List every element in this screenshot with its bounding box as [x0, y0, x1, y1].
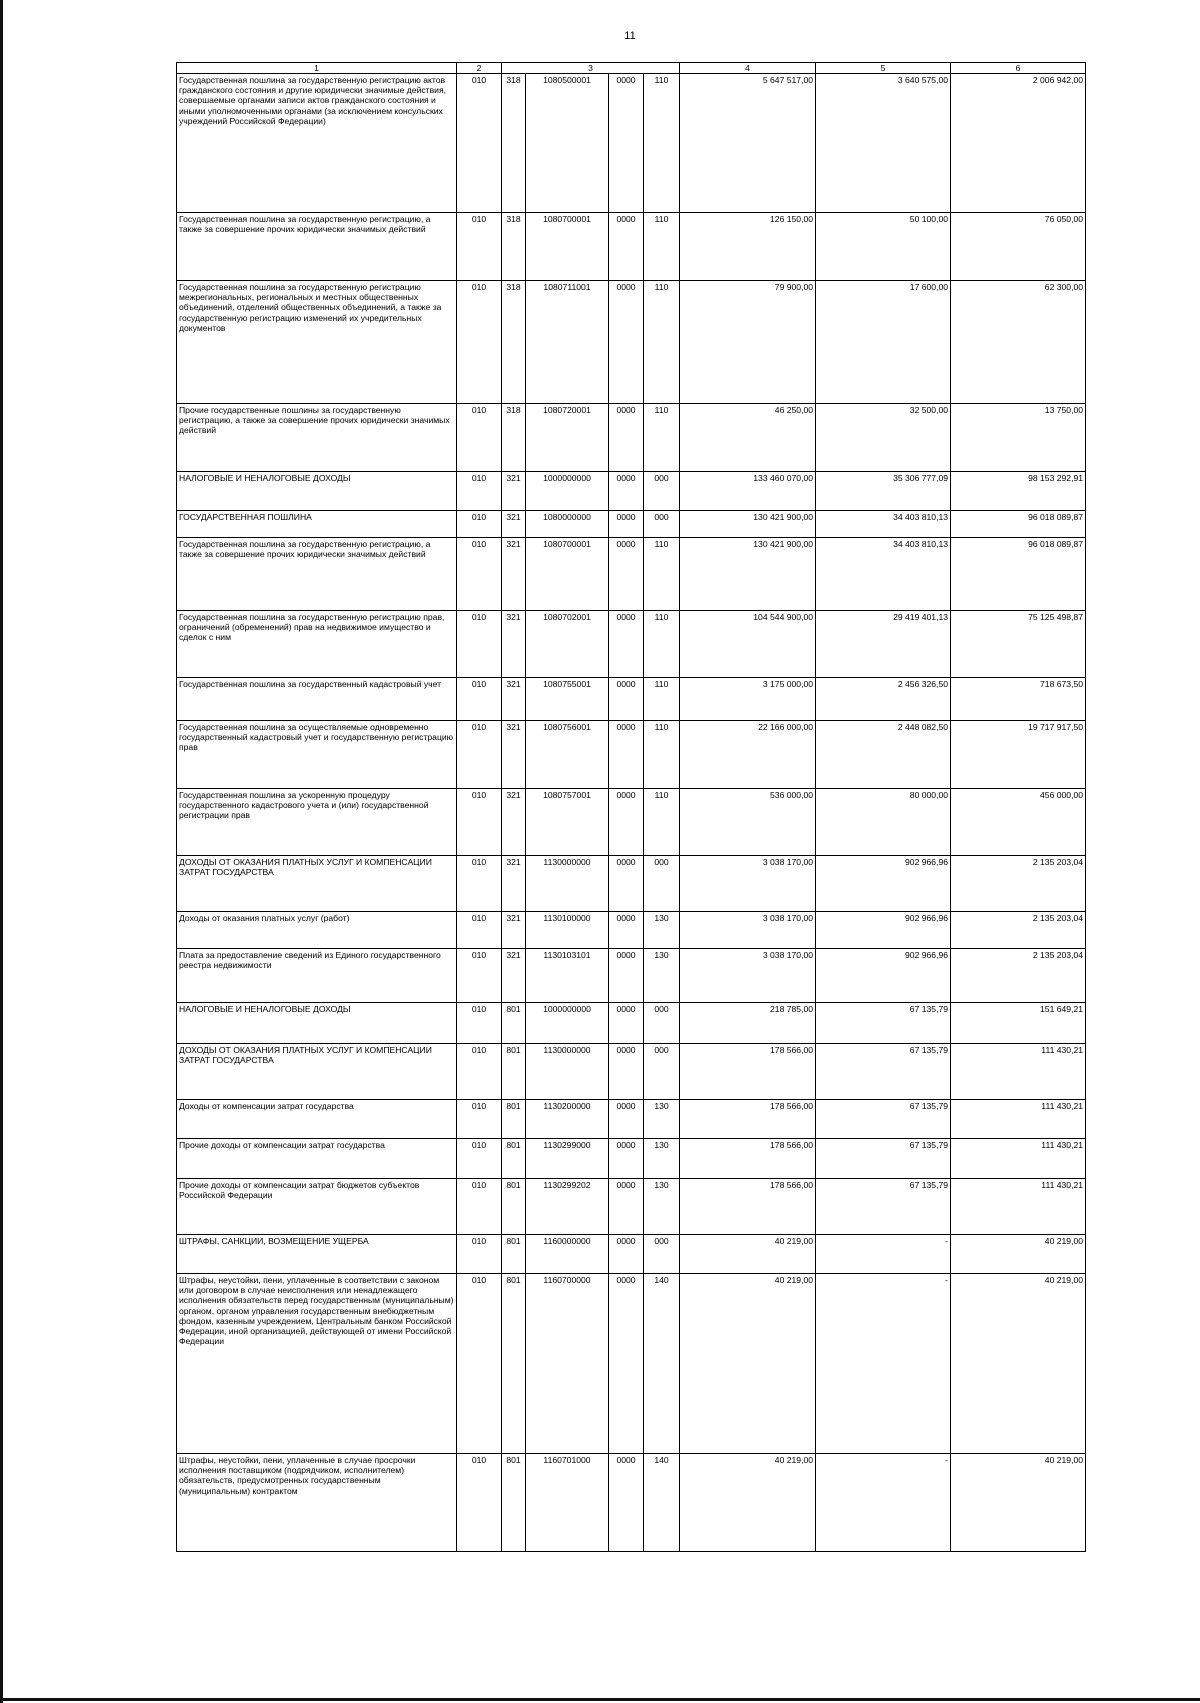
row-kosgu: 130	[644, 1139, 680, 1179]
row-admin: 010	[457, 1179, 502, 1235]
row-remaining: 151 649,21	[951, 1003, 1086, 1044]
row-sub: 0000	[609, 1044, 644, 1100]
row-name: Государственная пошлина за государственную регистрацию межрегиональных, региональных и местных общественных объединений, отделений общественных объединений, а также за государственную регистрацию изменений их учредительных документов	[177, 281, 457, 404]
row-code: 321	[502, 511, 526, 538]
row-kosgu: 110	[644, 213, 680, 281]
row-admin: 010	[457, 678, 502, 721]
row-admin: 010	[457, 1100, 502, 1139]
row-kbk: 1080702001	[526, 611, 609, 678]
table-row	[177, 678, 1086, 721]
row-actual: 67 135,79	[816, 1139, 951, 1179]
row-plan: 130 421 900,00	[680, 538, 816, 611]
row-plan: 218 785,00	[680, 1003, 816, 1044]
row-kbk: 1080757001	[526, 789, 609, 856]
row-remaining: 96 018 089,87	[951, 538, 1086, 611]
row-remaining: 75 125 498,87	[951, 611, 1086, 678]
row-code: 318	[502, 281, 526, 404]
table-row	[177, 74, 1086, 213]
row-sub: 0000	[609, 1179, 644, 1235]
row-kbk: 1130100000	[526, 912, 609, 949]
row-sub: 0000	[609, 538, 644, 611]
row-name: Государственная пошлина за государственный кадастровый учет	[177, 678, 457, 721]
row-actual: 32 500,00	[816, 404, 951, 472]
row-kosgu: 140	[644, 1274, 680, 1454]
row-name: Государственная пошлина за осуществляемые одновременно государственный кадастровый учет и государственную регистрацию прав	[177, 721, 457, 789]
row-remaining: 62 300,00	[951, 281, 1086, 404]
row-actual: 902 966,96	[816, 856, 951, 912]
row-name: ДОХОДЫ ОТ ОКАЗАНИЯ ПЛАТНЫХ УСЛУГ И КОМПЕНСАЦИИ ЗАТРАТ ГОСУДАРСТВА	[177, 856, 457, 912]
row-remaining: 2 006 942,00	[951, 74, 1086, 213]
row-actual: 34 403 810,13	[816, 511, 951, 538]
row-actual: 67 135,79	[816, 1003, 951, 1044]
row-sub: 0000	[609, 1235, 644, 1274]
row-code: 801	[502, 1179, 526, 1235]
row-admin: 010	[457, 511, 502, 538]
row-kosgu: 110	[644, 611, 680, 678]
row-kbk: 1080500001	[526, 74, 609, 213]
row-kosgu: 110	[644, 721, 680, 789]
row-admin: 010	[457, 1235, 502, 1274]
row-code: 801	[502, 1044, 526, 1100]
row-sub: 0000	[609, 611, 644, 678]
row-plan: 178 566,00	[680, 1179, 816, 1235]
row-plan: 46 250,00	[680, 404, 816, 472]
header-col-1: 1	[177, 63, 457, 74]
row-admin: 010	[457, 856, 502, 912]
table-row	[177, 1179, 1086, 1235]
row-admin: 010	[457, 721, 502, 789]
row-sub: 0000	[609, 1003, 644, 1044]
row-actual: -	[816, 1235, 951, 1274]
table-row	[177, 1100, 1086, 1139]
row-code: 801	[502, 1100, 526, 1139]
row-sub: 0000	[609, 472, 644, 511]
row-name: Доходы от компенсации затрат государства	[177, 1100, 457, 1139]
row-plan: 130 421 900,00	[680, 511, 816, 538]
row-actual: 67 135,79	[816, 1044, 951, 1100]
row-remaining: 2 135 203,04	[951, 856, 1086, 912]
row-remaining: 2 135 203,04	[951, 949, 1086, 1003]
row-actual: 902 966,96	[816, 912, 951, 949]
row-remaining: 40 219,00	[951, 1454, 1086, 1552]
row-name: Прочие доходы от компенсации затрат бюджетов субъектов Российской Федерации	[177, 1179, 457, 1235]
row-plan: 536 000,00	[680, 789, 816, 856]
row-sub: 0000	[609, 281, 644, 404]
row-remaining: 111 430,21	[951, 1100, 1086, 1139]
row-code: 321	[502, 789, 526, 856]
row-kbk: 1130299202	[526, 1179, 609, 1235]
row-plan: 22 166 000,00	[680, 721, 816, 789]
page-number: 11	[624, 30, 636, 42]
row-admin: 010	[457, 611, 502, 678]
row-name: НАЛОГОВЫЕ И НЕНАЛОГОВЫЕ ДОХОДЫ	[177, 1003, 457, 1044]
row-name: Штрафы, неустойки, пени, уплаченные в случае просрочки исполнения поставщиком (подрядчиком, исполнителем) обязательств, предусмотренных государственным (муниципальным) контрактом	[177, 1454, 457, 1552]
row-plan: 40 219,00	[680, 1454, 816, 1552]
row-name: Плата за предоставление сведений из Единого государственного реестра недвижимости	[177, 949, 457, 1003]
row-plan: 133 460 070,00	[680, 472, 816, 511]
row-plan: 3 038 170,00	[680, 949, 816, 1003]
row-admin: 010	[457, 949, 502, 1003]
row-code: 801	[502, 1003, 526, 1044]
row-kbk: 1080700001	[526, 213, 609, 281]
row-name: Государственная пошлина за государственную регистрацию актов гражданского состояния и другие юридически значимые действия, совершаемые органами записи актов гражданского состояния и иными уполномоченными органами (за исключением консульских учреждений Российской Федерации)	[177, 74, 457, 213]
row-code: 318	[502, 213, 526, 281]
row-remaining: 111 430,21	[951, 1139, 1086, 1179]
row-sub: 0000	[609, 1454, 644, 1552]
scan-border-bottom	[0, 1698, 1200, 1701]
row-plan: 178 566,00	[680, 1139, 816, 1179]
row-plan: 40 219,00	[680, 1274, 816, 1454]
row-remaining: 40 219,00	[951, 1274, 1086, 1454]
row-name: Штрафы, неустойки, пени, уплаченные в соответствии с законом или договором в случае неисполнения или ненадлежащего исполнения обязательств перед государственным (муниципальным) органом, органом управления государственным внебюджетным фондом, казенным учреждением, Центральным банком Российской Федерации, иной организацией, действующей от имени Российской Федерации	[177, 1274, 457, 1454]
row-sub: 0000	[609, 789, 644, 856]
row-name: Прочие доходы от компенсации затрат государства	[177, 1139, 457, 1179]
row-name: Прочие государственные пошлины за государственную регистрацию, а также за совершение прочих юридически значимых действий	[177, 404, 457, 472]
row-kosgu: 110	[644, 538, 680, 611]
row-sub: 0000	[609, 404, 644, 472]
row-kosgu: 000	[644, 856, 680, 912]
row-admin: 010	[457, 213, 502, 281]
row-kbk: 1130200000	[526, 1100, 609, 1139]
row-admin: 010	[457, 538, 502, 611]
row-kbk: 1160700000	[526, 1274, 609, 1454]
row-name: Государственная пошлина за государственную регистрацию, а также за совершение прочих юридически значимых действий	[177, 213, 457, 281]
row-kbk: 1000000000	[526, 1003, 609, 1044]
table-row	[177, 949, 1086, 1003]
row-code: 318	[502, 74, 526, 213]
row-remaining: 19 717 917,50	[951, 721, 1086, 789]
row-kosgu: 140	[644, 1454, 680, 1552]
row-code: 321	[502, 912, 526, 949]
row-kbk: 1000000000	[526, 472, 609, 511]
row-sub: 0000	[609, 678, 644, 721]
table-row	[177, 213, 1086, 281]
row-plan: 178 566,00	[680, 1100, 816, 1139]
row-code: 321	[502, 538, 526, 611]
row-remaining: 96 018 089,87	[951, 511, 1086, 538]
row-kbk: 1130299000	[526, 1139, 609, 1179]
row-plan: 104 544 900,00	[680, 611, 816, 678]
row-name: ШТРАФЫ, САНКЦИИ, ВОЗМЕЩЕНИЕ УЩЕРБА	[177, 1235, 457, 1274]
revenue-table	[176, 62, 1086, 1552]
row-plan: 79 900,00	[680, 281, 816, 404]
row-plan: 126 150,00	[680, 213, 816, 281]
row-admin: 010	[457, 74, 502, 213]
row-kosgu: 130	[644, 1100, 680, 1139]
header-col-6: 6	[951, 63, 1086, 74]
row-remaining: 13 750,00	[951, 404, 1086, 472]
table-row	[177, 404, 1086, 472]
row-admin: 010	[457, 472, 502, 511]
row-code: 801	[502, 1274, 526, 1454]
row-kbk: 1130103101	[526, 949, 609, 1003]
row-remaining: 76 050,00	[951, 213, 1086, 281]
row-code: 801	[502, 1139, 526, 1179]
table-row	[177, 789, 1086, 856]
row-sub: 0000	[609, 511, 644, 538]
row-remaining: 718 673,50	[951, 678, 1086, 721]
row-kosgu: 130	[644, 1179, 680, 1235]
row-remaining: 2 135 203,04	[951, 912, 1086, 949]
row-actual: 34 403 810,13	[816, 538, 951, 611]
row-kosgu: 000	[644, 472, 680, 511]
table-row	[177, 1454, 1086, 1552]
row-kosgu: 000	[644, 1044, 680, 1100]
header-col-4: 4	[680, 63, 816, 74]
row-name: НАЛОГОВЫЕ И НЕНАЛОГОВЫЕ ДОХОДЫ	[177, 472, 457, 511]
row-name: ГОСУДАРСТВЕННАЯ ПОШЛИНА	[177, 511, 457, 538]
row-kbk: 1130000000	[526, 1044, 609, 1100]
row-kosgu: 110	[644, 678, 680, 721]
row-kosgu: 000	[644, 1003, 680, 1044]
row-sub: 0000	[609, 912, 644, 949]
row-code: 321	[502, 472, 526, 511]
row-sub: 0000	[609, 721, 644, 789]
row-actual: -	[816, 1454, 951, 1552]
row-admin: 010	[457, 281, 502, 404]
table-row	[177, 1139, 1086, 1179]
row-sub: 0000	[609, 74, 644, 213]
row-name: ДОХОДЫ ОТ ОКАЗАНИЯ ПЛАТНЫХ УСЛУГ И КОМПЕНСАЦИИ ЗАТРАТ ГОСУДАРСТВА	[177, 1044, 457, 1100]
row-sub: 0000	[609, 1100, 644, 1139]
row-kbk: 1080720001	[526, 404, 609, 472]
row-kosgu: 000	[644, 1235, 680, 1274]
row-remaining: 40 219,00	[951, 1235, 1086, 1274]
row-code: 321	[502, 856, 526, 912]
row-code: 321	[502, 611, 526, 678]
table-row	[177, 611, 1086, 678]
row-plan: 3 038 170,00	[680, 912, 816, 949]
row-actual: 50 100,00	[816, 213, 951, 281]
row-code: 321	[502, 721, 526, 789]
row-actual: 2 456 326,50	[816, 678, 951, 721]
row-name: Государственная пошлина за государственную регистрацию, а также за совершение прочих юридически значимых действий	[177, 538, 457, 611]
row-actual: 902 966,96	[816, 949, 951, 1003]
row-plan: 3 038 170,00	[680, 856, 816, 912]
row-kosgu: 110	[644, 789, 680, 856]
row-sub: 0000	[609, 213, 644, 281]
row-admin: 010	[457, 912, 502, 949]
row-admin: 010	[457, 1139, 502, 1179]
table-row	[177, 721, 1086, 789]
row-kosgu: 130	[644, 912, 680, 949]
row-kbk: 1080700001	[526, 538, 609, 611]
row-code: 321	[502, 949, 526, 1003]
row-kbk: 1160000000	[526, 1235, 609, 1274]
table-row	[177, 1235, 1086, 1274]
row-kosgu: 110	[644, 404, 680, 472]
row-actual: 80 000,00	[816, 789, 951, 856]
row-actual: 35 306 777,09	[816, 472, 951, 511]
row-actual: 17 600,00	[816, 281, 951, 404]
row-remaining: 98 153 292,91	[951, 472, 1086, 511]
row-kosgu: 110	[644, 74, 680, 213]
row-kosgu: 110	[644, 281, 680, 404]
row-actual: 29 419 401,13	[816, 611, 951, 678]
table-row	[177, 281, 1086, 404]
row-code: 801	[502, 1454, 526, 1552]
row-plan: 178 566,00	[680, 1044, 816, 1100]
row-admin: 010	[457, 1003, 502, 1044]
row-code: 801	[502, 1235, 526, 1274]
table-row	[177, 1044, 1086, 1100]
row-kbk: 1130000000	[526, 856, 609, 912]
row-remaining: 111 430,21	[951, 1044, 1086, 1100]
row-actual: 2 448 082,50	[816, 721, 951, 789]
row-name: Доходы от оказания платных услуг (работ)	[177, 912, 457, 949]
row-actual: 3 640 575,00	[816, 74, 951, 213]
row-remaining: 456 000,00	[951, 789, 1086, 856]
table-row	[177, 912, 1086, 949]
table-row	[177, 511, 1086, 538]
row-plan: 5 647 517,00	[680, 74, 816, 213]
table-row	[177, 472, 1086, 511]
table-row	[177, 1003, 1086, 1044]
header-col-2: 2	[457, 63, 502, 74]
table-header-row	[177, 63, 1086, 74]
row-kbk: 1080711001	[526, 281, 609, 404]
table-row	[177, 856, 1086, 912]
row-remaining: 111 430,21	[951, 1179, 1086, 1235]
table-row	[177, 1274, 1086, 1454]
row-admin: 010	[457, 1274, 502, 1454]
row-admin: 010	[457, 1044, 502, 1100]
row-kbk: 1080000000	[526, 511, 609, 538]
row-plan: 40 219,00	[680, 1235, 816, 1274]
row-admin: 010	[457, 404, 502, 472]
row-kbk: 1080756001	[526, 721, 609, 789]
row-kosgu: 000	[644, 511, 680, 538]
row-kbk: 1160701000	[526, 1454, 609, 1552]
header-col-5: 5	[816, 63, 951, 74]
row-name: Государственная пошлина за ускоренную процедуру государственного кадастрового учета и (или) государственной регистрации прав	[177, 789, 457, 856]
scan-border-left	[0, 0, 3, 1703]
header-col-3: 3	[502, 63, 680, 74]
table-row	[177, 538, 1086, 611]
row-sub: 0000	[609, 949, 644, 1003]
row-actual: 67 135,79	[816, 1179, 951, 1235]
row-plan: 3 175 000,00	[680, 678, 816, 721]
row-kosgu: 130	[644, 949, 680, 1003]
row-actual: 67 135,79	[816, 1100, 951, 1139]
row-actual: -	[816, 1274, 951, 1454]
row-name: Государственная пошлина за государственную регистрацию прав, ограничений (обременений) прав на недвижимое имущество и сделок с ним	[177, 611, 457, 678]
row-code: 318	[502, 404, 526, 472]
row-admin: 010	[457, 789, 502, 856]
row-sub: 0000	[609, 856, 644, 912]
row-kbk: 1080755001	[526, 678, 609, 721]
row-sub: 0000	[609, 1274, 644, 1454]
row-admin: 010	[457, 1454, 502, 1552]
row-sub: 0000	[609, 1139, 644, 1179]
row-code: 321	[502, 678, 526, 721]
